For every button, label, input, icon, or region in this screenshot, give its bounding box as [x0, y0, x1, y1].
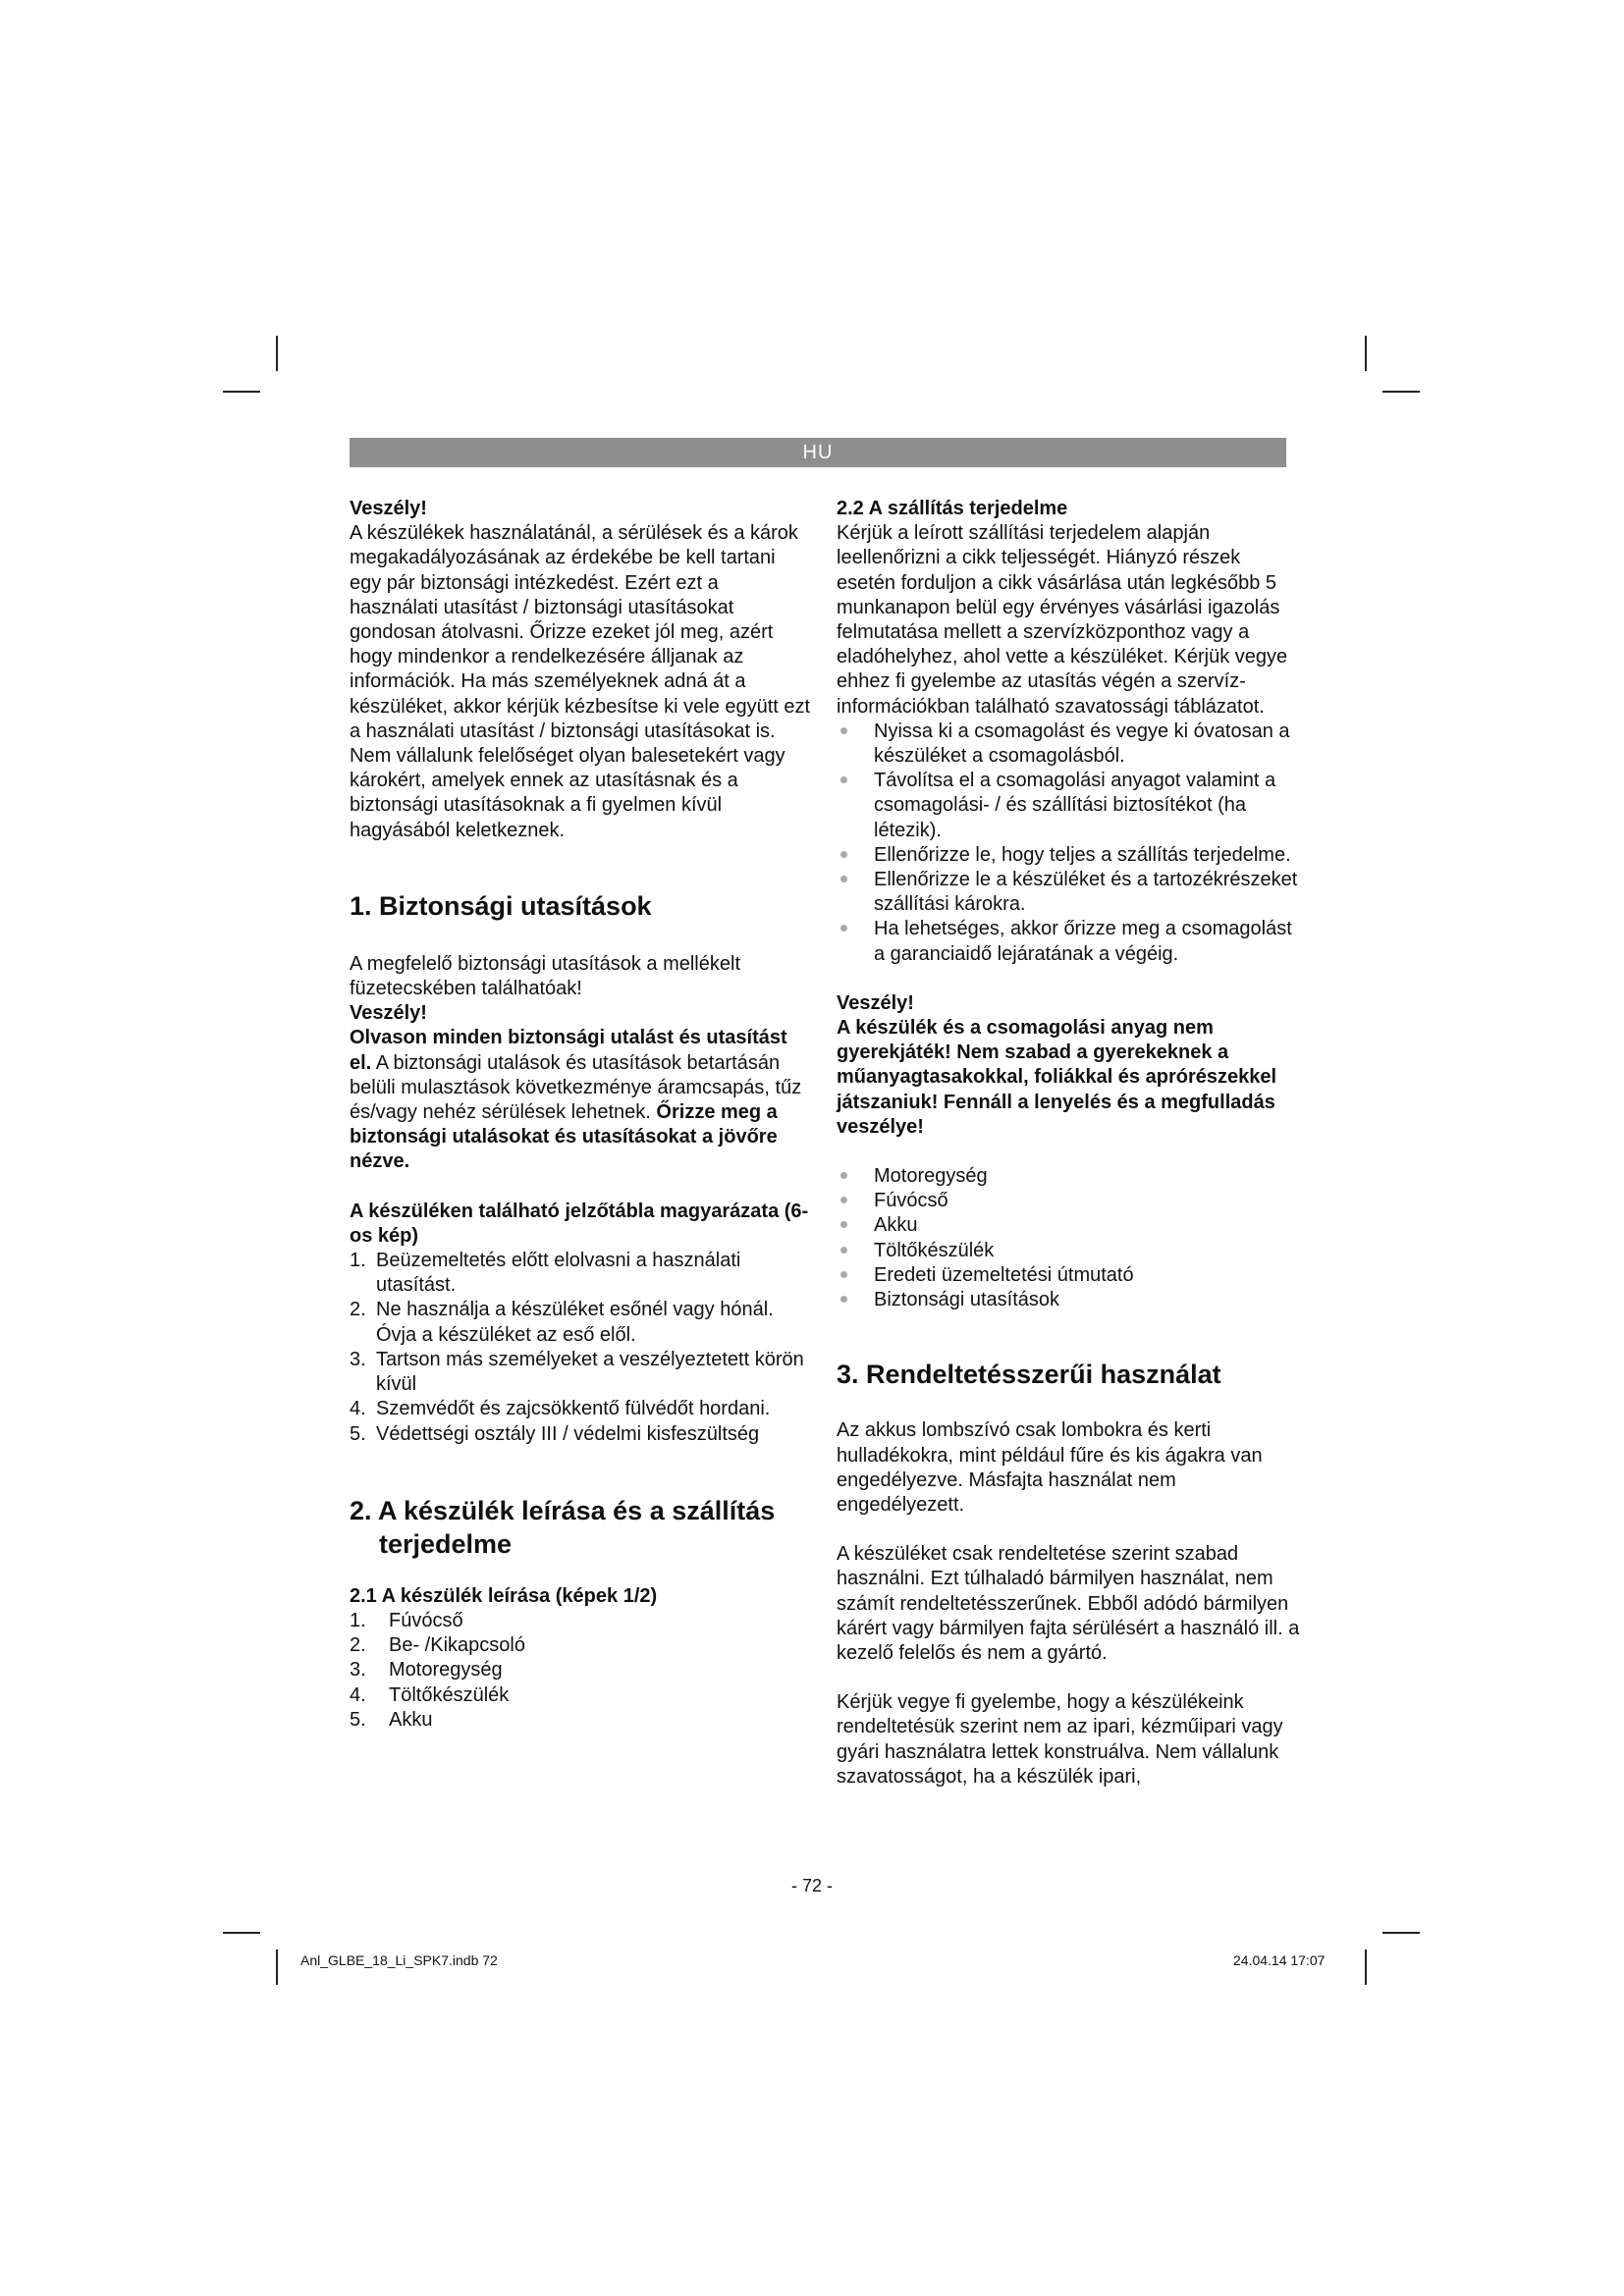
- section-3-paragraph-2: A készüléket csak rendeltetése szerint szabad használni. Ezt túlhaladó bármilyen használat, nem számít rendeltetésszerűnek. Ebből adódó bármilyen kárért vagy bármilyen fajta sérülésért a használó ill. a kezelő felelős és nem a gyártó.: [837, 1543, 1300, 1664]
- list-item: Biztonsági utasítások: [837, 1288, 1302, 1312]
- list-item: 3. Motoregység: [350, 1659, 503, 1682]
- language-header-bar: [350, 438, 1286, 467]
- crop-mark-bottom-left-horizontal: [223, 1932, 260, 1934]
- list-item: 1. Fúvócső: [350, 1609, 463, 1631]
- sign-explanation-title: A készüléken található jelzőtábla magyarázata (6-os kép): [350, 1200, 809, 1247]
- list-item: Akku: [837, 1213, 1302, 1238]
- section-3-paragraph-3: Kérjük vegye fi gyelembe, hogy a készülékeink rendeltetésük szerint nem az ipari, kézműipari vagy gyári használatra lettek konstruálva. Nem vállalunk szavatosságot, ha a készülék ipari,: [837, 1691, 1283, 1788]
- list-item: Nyissa ki a csomagolást és vegye ki óvatosan a készüléket a csomagolásból.: [837, 720, 1302, 769]
- crop-mark-top-left-vertical: [276, 336, 278, 371]
- unpacking-steps-list: [837, 720, 1302, 967]
- crop-mark-top-left-horizontal: [223, 391, 260, 393]
- list-item: Ellenőrizze le, hogy teljes a szállítás terjedelme.: [837, 843, 1302, 868]
- section-3-title: 3. Rendeltetésszerűi használat: [837, 1360, 1221, 1390]
- list-item: Eredeti üzemeltetési útmutató: [837, 1263, 1302, 1288]
- list-item: 5. Védettségi osztály III / védelmi kisfeszültség: [350, 1422, 760, 1445]
- warning-bold-start: Olvason minden biztonsági utalást és utasítást el.: [350, 1027, 787, 1074]
- list-item: Ellenőrizze le a készüléket és a tartozékrészeket szállítási károkra.: [837, 868, 1302, 917]
- crop-mark-bottom-left-vertical: [276, 1949, 278, 1985]
- crop-mark-top-right-horizontal: [1382, 391, 1420, 393]
- list-item: 2. Ne használja a készüléket esőnél vagy hónál. Óvja a készüléket az eső elől.: [350, 1299, 774, 1346]
- danger-heading: Veszély!: [350, 498, 427, 519]
- list-item: 4. Szemvédőt és zajcsökkentő fülvédőt hordani.: [350, 1398, 771, 1420]
- list-item: Motoregység: [837, 1164, 1302, 1189]
- left-column: [350, 497, 811, 1733]
- list-item: Távolítsa el a csomagolási anyagot valamint a csomagolási- / és szállítási biztosítékot (ha létezik).: [837, 769, 1302, 843]
- section-1-title: 1. Biztonsági utasítások: [350, 890, 652, 921]
- footer-date: 24.04.14 17:07: [1233, 1952, 1326, 1968]
- crop-mark-top-right-vertical: [1365, 336, 1367, 371]
- list-item: 5. Akku: [350, 1708, 433, 1731]
- section-1-warning-paragraph: [350, 1026, 811, 1174]
- list-item: Ha lehetséges, akkor őrizze meg a csomagolást a garanciaidő lejáratának a végéig.: [837, 917, 1302, 966]
- section-2-2-paragraph: Kérjük a leírott szállítási terjedelem alapján leellenőrizni a cikk teljességét. Hiányzó részek esetén forduljon a cikk vásárlása után legkésőbb 5 munkanapon belül egy érvényes vásárlási igazolás felmutatása mellett a szervízközponthoz vagy a eladóhelyhez, ahol vette a készüléket. Kérjük vegye ehhez fi gyelembe az utasítás végén a szervíz-információkban található szavatossági táblázatot.: [837, 522, 1288, 718]
- warning-normal: A biztonsági utalások és utasítások betartásán belüli mulasztások következménye áramcsapás, tűz és/vagy nehéz sérülések lehetnek.: [350, 1051, 802, 1124]
- list-item: 4. Töltőkészülék: [350, 1683, 510, 1706]
- section-2-title: 2. A készülék leírása és a szállítás terjedelme: [350, 1495, 776, 1559]
- right-danger-paragraph: A készülék és a csomagolási anyag nem gyerekjáték! Nem szabad a gyerekeknek a műanyagtasakokkal, foliákkal és aprórészekkel játszaniuk! Fennáll a lenyelés és a megfulladás veszélye!: [837, 1017, 1277, 1138]
- section-1-intro: A megfelelő biztonsági utasítások a mellékelt füzetecskében találhatóak!: [350, 952, 740, 1000]
- danger-paragraph: A készülékek használatánál, a sérülések és a károk megakadályozásának az érdekébe be kell tartani egy pár biztonsági intézkedést. Ezért ezt a használati utasítást / biztonsági utasításokat gondosan átolvasni. Őrizze ezeket jól meg, azért hogy mindenkor a rendelkezésére álljanak az információk. Ha más személyeknek adná át a készüléket, akkor kérjük kézbesítse ki vele együtt ezt a használati utasítást / biztonsági utasításokat is. Nem vállalunk felelőséget olyan balesetekért vagy károkért, amelyek ennek az utasításnak és a biztonsági utasításoknak a fi gyelmen kívül hagyásából keletkeznek.: [350, 522, 811, 841]
- right-column: [837, 497, 1302, 1789]
- crop-mark-bottom-right-vertical: [1365, 1949, 1367, 1985]
- section-3-paragraph-1: Az akkus lombszívó csak lombokra és kerti hulladékokra, mint például fűre és kis ágakra van engedélyezve. Másfajta használat nem engedélyezett.: [837, 1419, 1263, 1516]
- list-item: 1. Beüzemeltetés előtt elolvasni a használati utasítást.: [350, 1250, 741, 1297]
- footer-file-name: Anl_GLBE_18_Li_SPK7.indb 72: [300, 1952, 498, 1968]
- device-parts-list: [350, 1609, 811, 1733]
- section-1-danger-heading: Veszély!: [350, 1002, 427, 1025]
- section-2-1-title: 2.1 A készülék leírása (képek 1/2): [350, 1584, 658, 1607]
- page-number: - 72 -: [790, 1876, 833, 1896]
- crop-mark-bottom-right-horizontal: [1382, 1932, 1420, 1934]
- section-2-2-title: 2.2 A szállítás terjedelme: [837, 498, 1068, 519]
- delivery-contents-list: [837, 1164, 1302, 1312]
- list-item: 2. Be- /Kikapcsoló: [350, 1634, 525, 1657]
- right-danger-heading: Veszély!: [837, 991, 914, 1014]
- list-item: 3. Tartson más személyeket a veszélyeztetett körön kívül: [350, 1348, 804, 1396]
- sign-explanation-list: [350, 1249, 811, 1447]
- warning-bold-end: Őrizze meg a biztonsági utalásokat és utasításokat a jövőre nézve.: [350, 1101, 778, 1173]
- language-code: HU: [802, 442, 834, 463]
- list-item: Fúvócső: [837, 1189, 1302, 1213]
- list-item: Töltőkészülék: [837, 1239, 1302, 1263]
